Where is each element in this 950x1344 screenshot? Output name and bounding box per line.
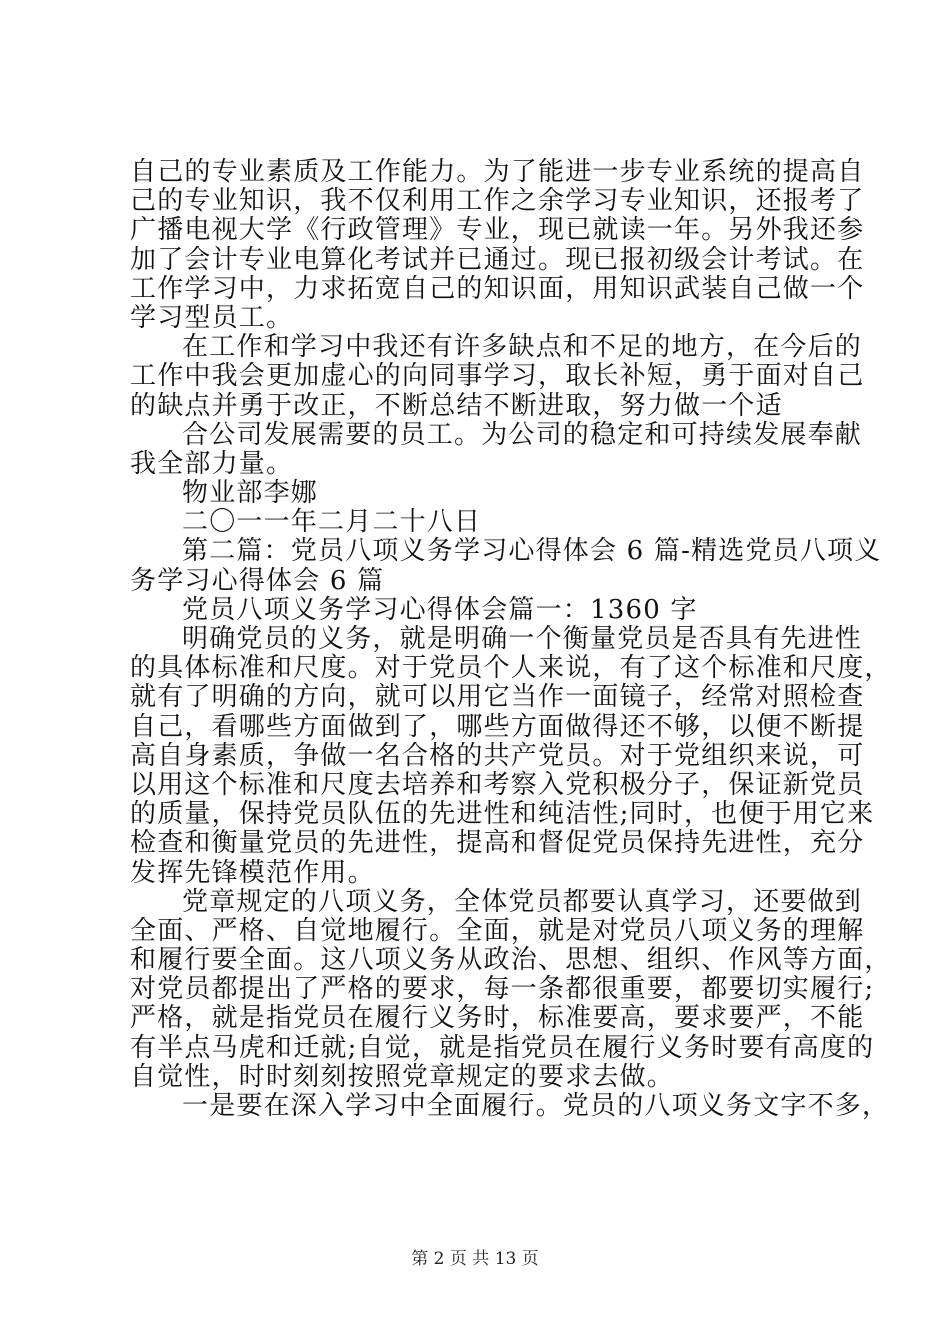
text-line: 和履行要全面。这八项义务从政治、思想、组织、作风等方面， [130,945,892,976]
text-line: 全面、严格、自觉地履行。全面，就是对党员八项义务的理解 [130,915,865,946]
text-line: 工作中我会更加虚心的向同事学习，取长补短，勇于面对自己 [130,361,865,392]
text-line: 物业部李娜 [182,478,319,509]
text-line: 的缺点并勇于改正，不断总结不断进取，努力做一个适 [130,390,783,421]
text-line: 就有了明确的方向，就可以用它当作一面镜子，经常对照检查 [130,682,865,713]
text-line: 对党员都提出了严格的要求，每一条都很重要，都要切实履行; [130,974,875,1005]
document-body [130,157,892,1121]
text-line: 工作学习中，力求拓宽自己的知识面，用知识武装自己做一个 [130,273,865,304]
text-line: 有半点马虎和迁就;自觉，就是指党员在履行义务时要有高度的 [130,1032,875,1063]
text-line: 发挥先锋模范作用。 [130,857,375,888]
text-line: 党员八项义务学习心得体会篇一：1360 字 [182,594,698,625]
text-line: 自己的专业素质及工作能力。为了能进一步专业系统的提高自 [130,157,865,187]
text-line: 自己，看哪些方面做到了，哪些方面做得还不够，以便不断提 [130,711,865,742]
text-line: 第二篇：党员八项义务学习心得体会 6 篇-精选党员八项义 [182,536,882,567]
text-line: 广播电视大学《行政管理》专业，现已就读一年。另外我还参 [130,215,865,246]
text-line: 严格，就是指党员在履行义务时，标准要高，要求要严，不能 [130,1003,865,1034]
text-line: 的具体标准和尺度。对于党员个人来说，有了这个标准和尺度， [130,653,892,684]
text-line: 二〇一一年二月二十八日 [182,507,482,538]
text-line: 以用这个标准和尺度去培养和考察入党积极分子，保证新党员 [130,769,865,800]
text-line: 合公司发展需要的员工。为公司的稳定和可持续发展奉献 [182,419,863,450]
page-footer: 第 2 页 共 13 页 [411,1249,539,1269]
text-line: 在工作和学习中我还有许多缺点和不足的地方，在今后的 [182,332,863,363]
text-line: 高自身素质，争做一名合格的共产党员。对于党组织来说，可 [130,740,865,771]
text-line: 加了会计专业电算化考试并已通过。现已报初级会计考试。在 [130,244,865,275]
text-line: 自觉性，时时刻刻按照党章规定的要求去做。 [130,1061,675,1092]
text-line: 学习型员工。 [130,302,294,333]
text-line: 检查和衡量党员的先进性，提高和督促党员保持先进性，充分 [130,828,865,859]
text-line: 己的专业知识，我不仅利用工作之余学习专业知识，还报考了 [130,186,865,217]
text-line: 明确党员的义务，就是明确一个衡量党员是否具有先进性 [182,624,863,654]
text-line: 我全部力量。 [130,448,294,479]
text-line: 的质量，保持党员队伍的先进性和纯洁性;同时，也便于用它来 [130,799,875,830]
text-line: 党章规定的八项义务，全体党员都要认真学习，还要做到 [182,886,863,917]
text-line: 一是要在深入学习中全面履行。党员的八项义务文字不多， [182,1091,890,1121]
text-line: 务学习心得体会 6 篇 [130,565,385,596]
